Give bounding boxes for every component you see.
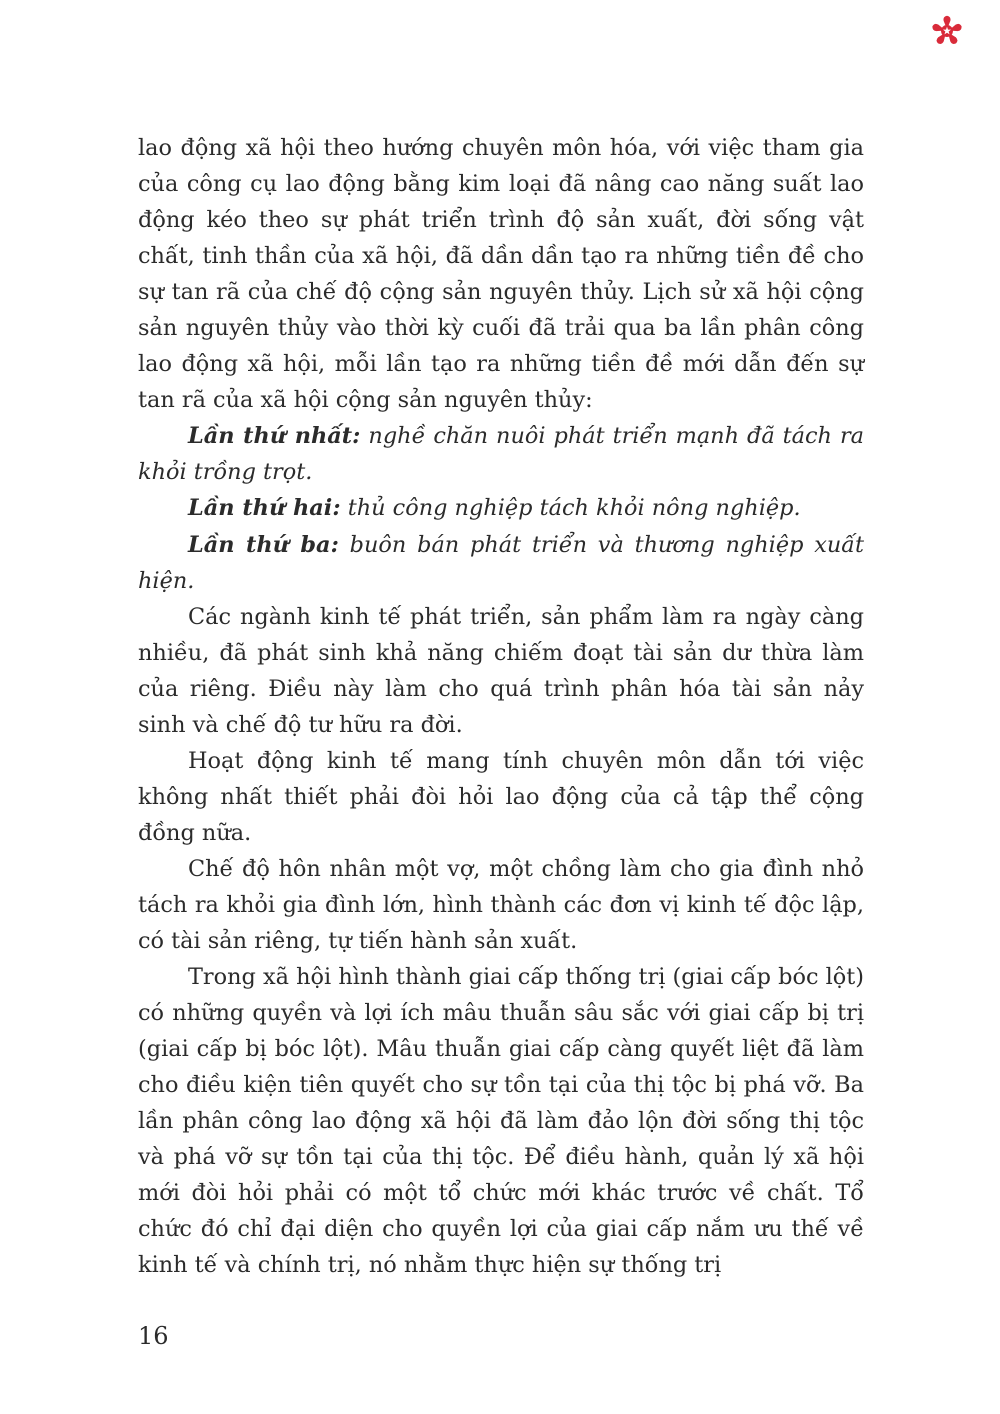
red-star-flower-logo-icon — [930, 14, 964, 48]
third-division-label: Lần thứ ba: — [188, 531, 339, 558]
second-division-text: thủ công nghiệp tách khỏi nông nghiệp. — [340, 495, 801, 522]
paragraph-first-division — [138, 418, 864, 490]
document-body — [138, 130, 864, 1284]
paragraph-continuation: lao động xã hội theo hướng chuyên môn hóa, với việc tham gia của công cụ lao động bằng kim loại đã nâng cao năng suất lao động kéo theo sự phát triển trình độ sản xuất, đời sống vật chất, tinh thần của xã hội, đã dần dần tạo ra những tiền đề cho sự tan rã của chế độ cộng sản nguyên thủy. Lịch sử xã hội cộng sản nguyên thủy vào thời kỳ cuối đã trải qua ba lần phân công lao động xã hội, mỗi lần tạo ra những tiền đề mới dẫn đến sự tan rã của xã hội cộng sản nguyên thủy: — [138, 135, 864, 414]
paragraph-economic-sectors: Các ngành kinh tế phát triển, sản phẩm làm ra ngày càng nhiều, đã phát sinh khả năng chiếm đoạt tài sản dư thừa làm của riêng. Điều này làm cho quá trình phân hóa tài sản nảy sinh và chế độ tư hữu ra đời. — [138, 603, 864, 738]
paragraph-second-division — [138, 490, 864, 526]
page-number: 16 — [138, 1322, 169, 1350]
paragraph-ruling-class: Trong xã hội hình thành giai cấp thống trị (giai cấp bóc lột) có những quyền và lợi ích mâu thuẫn sâu sắc với giai cấp bị trị (giai cấp bị bóc lột). Mâu thuẫn giai cấp càng quyết liệt đã làm cho điều kiện tiên quyết cho sự tồn tại của thị tộc bị phá vỡ. Ba lần phân công lao động xã hội đã làm đảo lộn đời sống thị tộc và phá vỡ sự tồn tại của thị tộc. Để điều hành, quản lý xã hội mới đòi hỏi phải có một tổ chức mới khác trước về chất. Tổ chức đó chỉ đại diện cho quyền lợi của giai cấp nắm ưu thế về kinh tế và chính trị, nó nhằm thực hiện sự thống trị — [138, 964, 864, 1279]
paragraph-monogamy: Chế độ hôn nhân một vợ, một chồng làm cho gia đình nhỏ tách ra khỏi gia đình lớn, hình thành các đơn vị kinh tế độc lập, có tài sản riêng, tự tiến hành sản xuất. — [138, 855, 864, 955]
first-division-text: nghề chăn nuôi phát triển mạnh đã tách ra khỏi trồng trọt. — [138, 423, 864, 486]
third-division-text: buôn bán phát triển và thương nghiệp xuất hiện. — [138, 531, 864, 594]
second-division-label: Lần thứ hai: — [188, 495, 341, 522]
paragraph-specialized-activity: Hoạt động kinh tế mang tính chuyên môn dẫn tới việc không nhất thiết phải đòi hỏi lao động của cả tập thể cộng đồng nữa. — [138, 747, 864, 846]
first-division-label: Lần thứ nhất: — [188, 423, 361, 450]
paragraph-third-division — [138, 527, 864, 599]
